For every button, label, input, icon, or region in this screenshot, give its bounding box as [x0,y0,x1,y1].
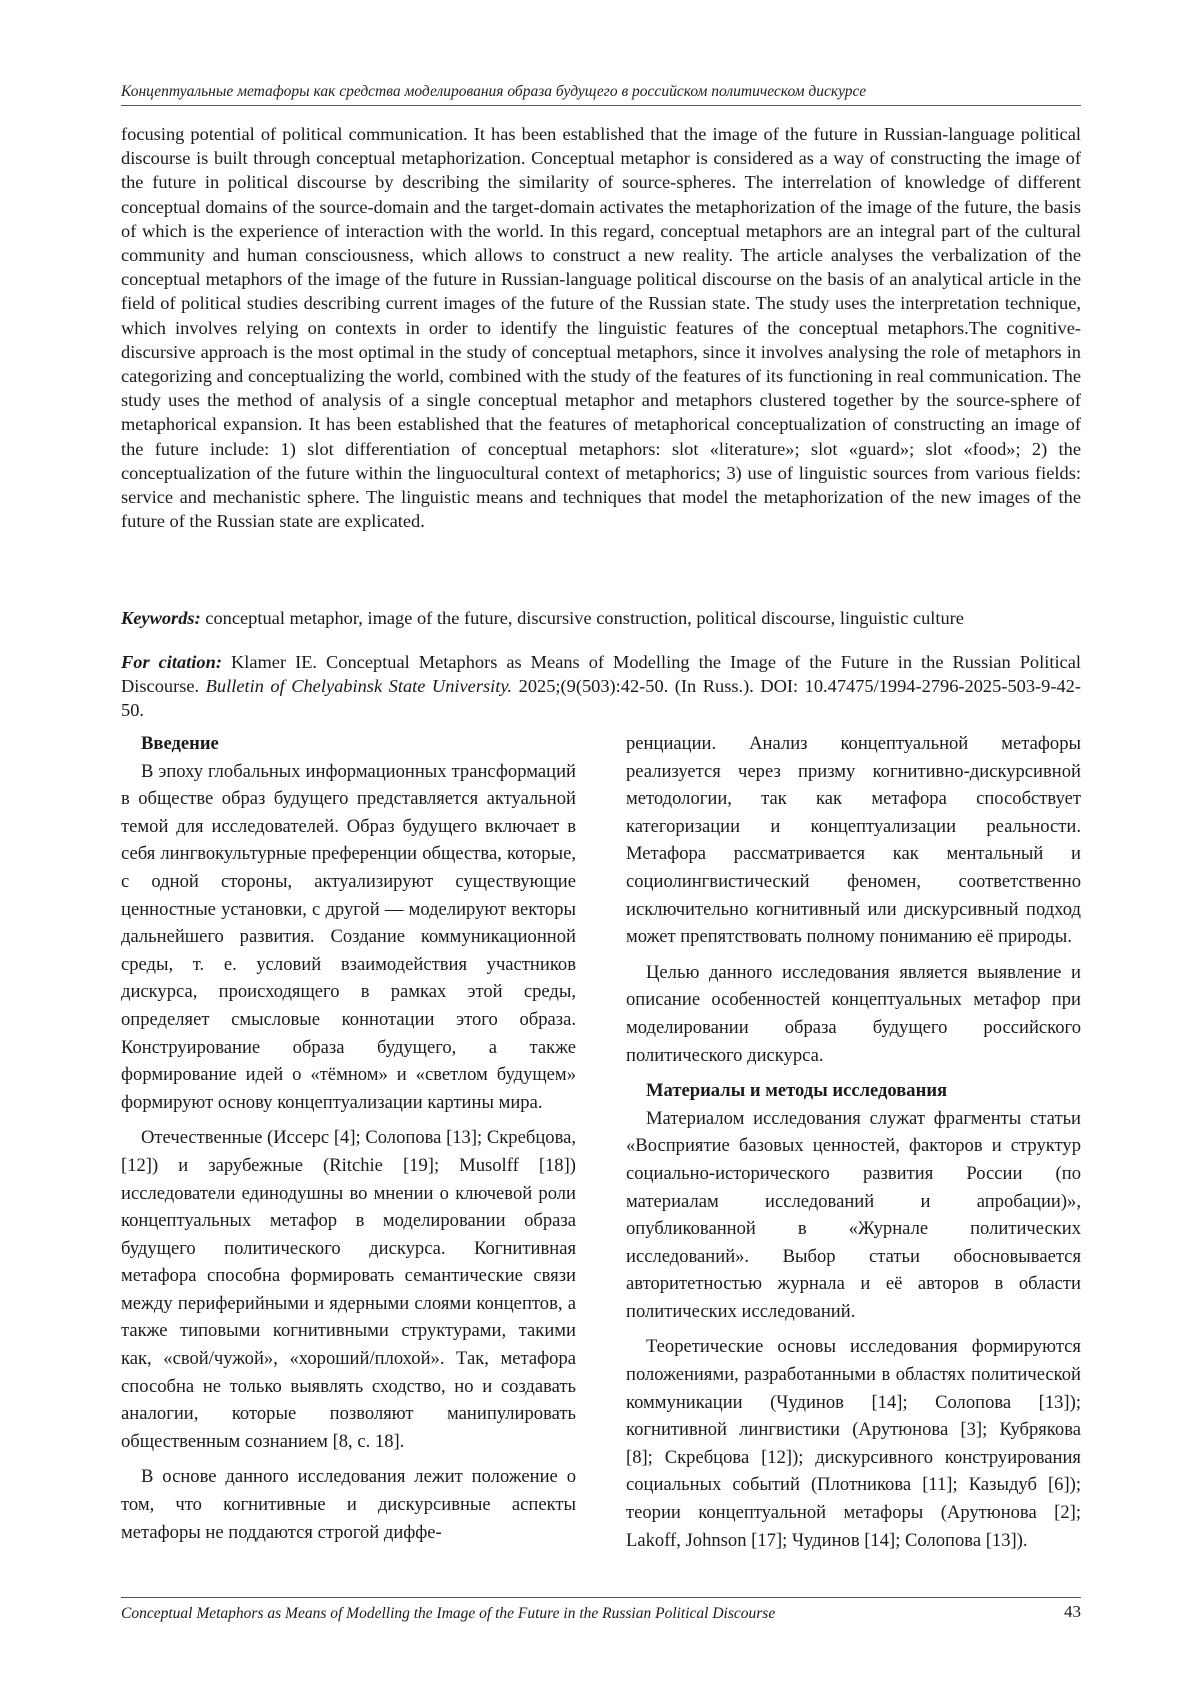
keywords-line [121,606,1081,630]
paragraph: В эпоху глобальных информационных трансформаций в обществе образ будущего представляется актуальной темой для исследователей. Образ будущего включает в себя лингвокультурные преференции общества, которые, с одной стороны, актуализируют существующие ценностные установки, с другой — моделируют векторы дальнейшего развития. Создание коммуникационной среды, т. е. условий взаимодействия участников дискурса, происходящего в рамках этой среды, определяет смысловые коннотации этого образа. Конструирование образа будущего, а также формирование идей о «тёмном» и «светлом будущем» формируют основу концептуализации картины мира. [121,760,576,1113]
citation-label: For citation: [121,652,222,672]
abstract-section [121,122,1081,533]
right-column [626,730,1081,1562]
citation-block [121,650,1081,723]
paragraph: Материалом исследования служат фрагменты статьи «Восприятие базовых ценностей, факторов и структур социально-исторического развития России (по материалам исследований и апробации)», опубликованной в «Журнале политических исследований». Выбор статьи обосновывается авторитетностью журнала и её авторов в области политических исследований. [626,1107,1081,1322]
abstract-text: focusing potential of political communication. It has been established that the image of the future in Russian-language political discourse is built through conceptual metaphorization. Conceptual metaphor is considered as a way of constructing the image of the future in political discourse by describing the similarity of source-spheres. The interrelation of knowledge of different conceptual domains of the source-domain and the target-domain activates the metaphorization of the image of the future, the basis of which is the experience of interaction with the world. In this regard, conceptual metaphors are an integral part of the cultural community and human consciousness, which allows to construct a new reality. The article analyses the verbalization of the conceptual metaphors of the image of the future in Russian-language political discourse on the basis of an analytical article in the field of political studies describing current images of the future of the Russian state. The study uses the interpretation technique, which involves relying on contexts in order to identify the linguistic features of the conceptual metaphors.The cognitive-discursive approach is the most optimal in the study of conceptual metaphors, since it involves analysing the role of metaphors in categorizing and conceptualizing the world, combined with the study of the features of its functioning in real communication. The study uses the method of analysis of a single conceptual metaphor and metaphors clustered together by the source-sphere of metaphorical expansion. It has been established that the features of metaphorical conceptualization of constructing an image of the future include: 1) slot differentiation of conceptual metaphors: slot «literature»; slot «guard»; slot «food»; 2) the conceptualization of the future within the linguocultural context of metaphorics; 3) use of linguistic sources from various fields: service and mechanistic sphere. The linguistic means and techniques that model the metaphorization of the new images of the future of the Russian state are explicated. [121,124,1081,532]
paragraph: Целью данного исследования является выявление и описание особенностей концептуальных метафор при моделировании образа будущего российского политического дискурса. [626,961,1081,1066]
keywords-text: conceptual metaphor, image of the future, discursive construction, political discourse, linguistic culture [205,608,964,628]
section-heading-methods: Материалы и методы исследования [646,1080,948,1102]
keywords-label: Keywords: [121,608,201,628]
citation-reference: Klamer IE. Conceptual Metaphors as Means of Modelling the Image of the Future in the Russian Political Discourse. [121,652,1081,697]
paragraph: В основе данного исследования лежит положение о том, что когнитивные и дискурсивные аспекты метафоры не поддаются строгой диффе- [121,1466,576,1543]
running-title: Концептуальные метафоры как средства моделирования образа будущего в российском политическом дискурсе [121,82,1081,106]
paragraph-continued: ренциации. Анализ концептуальной метафоры реализуется через призму когнитивно-дискурсивной методологии, так как метафора способствует категоризации и концептуализации реальности. Метафора рассматривается как ментальный и социолингвистический феномен, соответственно исключительно когнитивный или дискурсивный подход может препятствовать полному пониманию её природы. [626,733,1081,948]
page-number: 43 [1064,1602,1081,1621]
footer-divider [121,1597,1081,1598]
paragraph: Отечественные (Иссерс [4]; Солопова [13]; Скребцова, [12]) и зарубежные (Ritchie [19]; Musolff [18]) исследователи единодушны во мнении о ключевой роли концептуальных метафор в моделировании образа будущего политического дискурса. Когнитивная метафора способна формировать семантические связи между периферийными и ядерными слоями концептов, а также типовыми когнитивными структурами, такими как, «свой/чужой», «хороший/плохой». Так, метафора способна не только выявлять сходство, но и создавать аналогии, которые позволяют манипулировать общественным сознанием [8, с. 18]. [121,1127,576,1452]
paragraph: Теоретические основы исследования формируются положениями, разработанными в областях политической коммуникации (Чудинов [14]; Солопова [13]); когнитивной лингвистики (Арутюнова [3]; Кубрякова [8]; Скребцова [12]); дискурсивного конструирования социальных событий (Плотникова [11]; Казыдуб [6]); теории концептуальной метафоры (Арутюнова [2]; Lakoff, Johnson [17]; Чудинов [14]; Солопова [13]). [626,1336,1081,1551]
citation-journal: Bulletin of Chelyabinsk State University. [205,676,513,697]
citation-details: 2025;(9(503):42-50. (In Russ.). DOI: 10.47475/1994-2796-2025-503-9-42-50. [121,676,1081,721]
section-heading-introduction: Введение [141,733,219,754]
footer-title: Conceptual Metaphors as Means of Modelling the Image of the Future in the Russian Political Discourse [121,1605,776,1622]
left-column [121,730,576,1554]
journal-page [121,0,1081,1697]
